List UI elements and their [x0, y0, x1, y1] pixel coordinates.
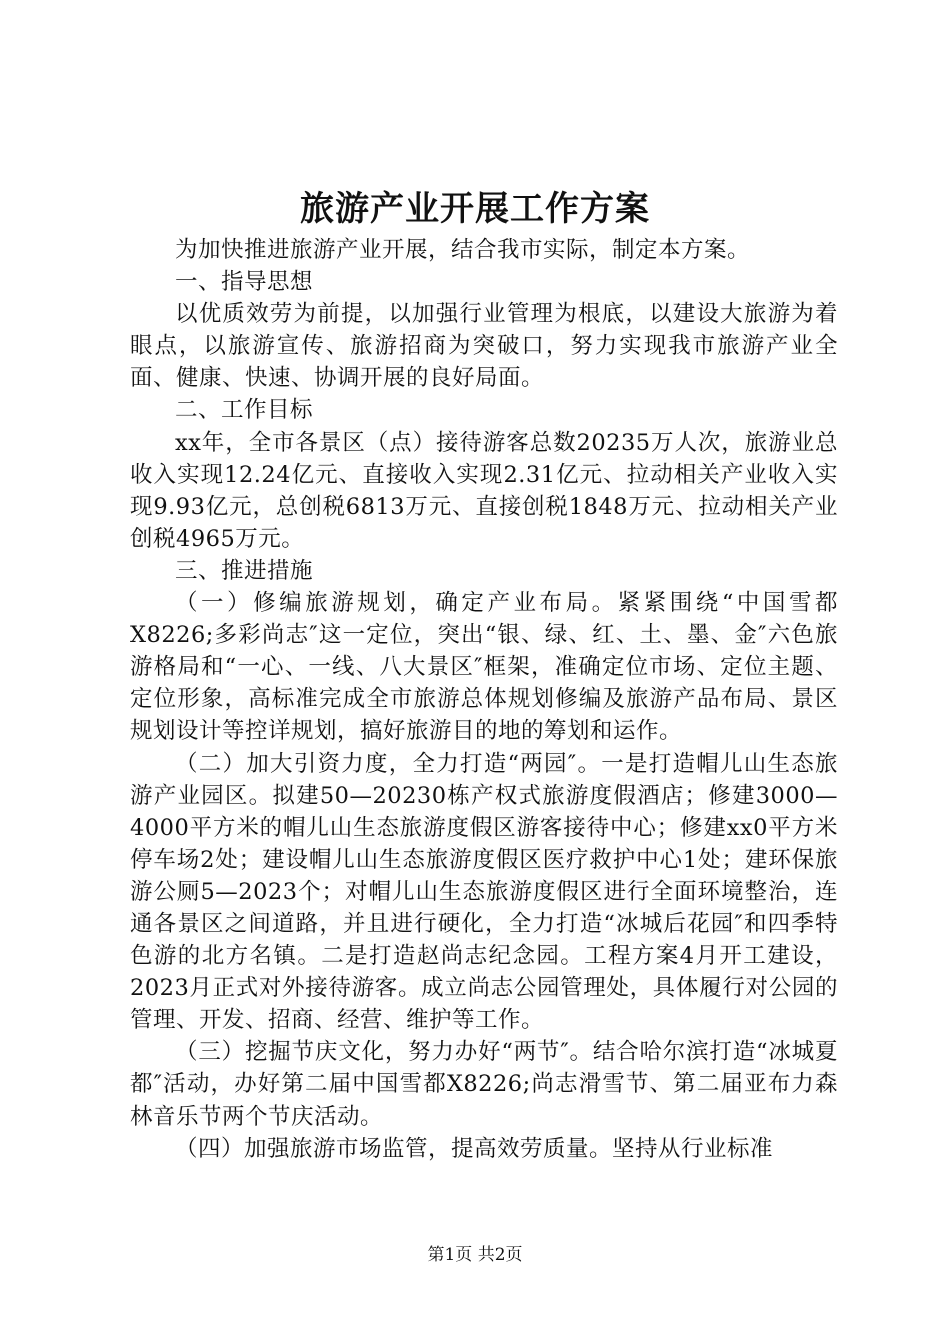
work-goals-paragraph: xx年，全市各景区（点）接待游客总数20235万人次，旅游业总收入实现12.24亿元、直接收入实现2.31亿元、拉动相关产业收入实现9.93亿元，总创税6813万元、直接创税1848万元、拉动相关产业创税4965万元。 [130, 429, 838, 552]
measure-1-paragraph: （一）修编旅游规划，确定产业布局。紧紧围绕“中国雪都X8226;多彩尚志″这一定位，突出“银、绿、红、土、墨、金″六色旅游格局和“一心、一线、八大景区″框架，准确定位市场、定位主题、定位形象，高标准完成全市旅游总体规划修编及旅游产品布局、景区规划设计等控详规划，搞好旅游目的地的筹划和运作。 [130, 590, 838, 745]
intro-paragraph: 为加快推进旅游产业开展，结合我市实际，制定本方案。 [175, 237, 751, 263]
document-title: 旅游产业开展工作方案 [300, 189, 650, 229]
measure-3-paragraph: （三）挖掘节庆文化，努力办好“两节″。结合哈尔滨打造“冰城夏都″活动，办好第二届中国雪都X8226;尚志滑雪节、第二届亚布力森林音乐节两个节庆活动。 [130, 1039, 838, 1130]
section-heading-measures: 三、推进措施 [175, 557, 314, 584]
section-heading-guiding-ideology: 一、指导思想 [175, 269, 314, 296]
section-heading-work-goals: 二、工作目标 [175, 397, 314, 424]
page-number-footer: 第1页 共2页 [427, 1245, 523, 1265]
guiding-ideology-paragraph: 以优质效劳为前提，以加强行业管理为根底，以建设大旅游为着眼点，以旅游宣传、旅游招商为突破口，努力实现我市旅游产业全面、健康、快速、协调开展的良好局面。 [130, 301, 838, 392]
document-body [130, 234, 838, 1165]
measure-2-paragraph: （二）加大引资力度，全力打造“两园″。一是打造帽儿山生态旅游产业园区。拟建50—20230栋产权式旅游度假酒店；修建3000—4000平方米的帽儿山生态旅游度假区游客接待中心；修建xx0平方米停车场2处；建设帽儿山生态旅游度假区医疗救护中心1处；建环保旅游公厕5—2023个；对帽儿山生态旅游度假区进行全面环境整治，连通各景区之间道路，并且进行硬化，全力打造“冰城后花园″和四季特色游的北方名镇。二是打造赵尚志纪念园。工程方案4月开工建设，2023月正式对外接待游客。成立尚志公园管理处，具体履行对公园的管理、开发、招商、经营、维护等工作。 [130, 750, 838, 1034]
measure-4-paragraph: （四）加强旅游市场监管，提高效劳质量。坚持从行业标准 [175, 1135, 774, 1162]
